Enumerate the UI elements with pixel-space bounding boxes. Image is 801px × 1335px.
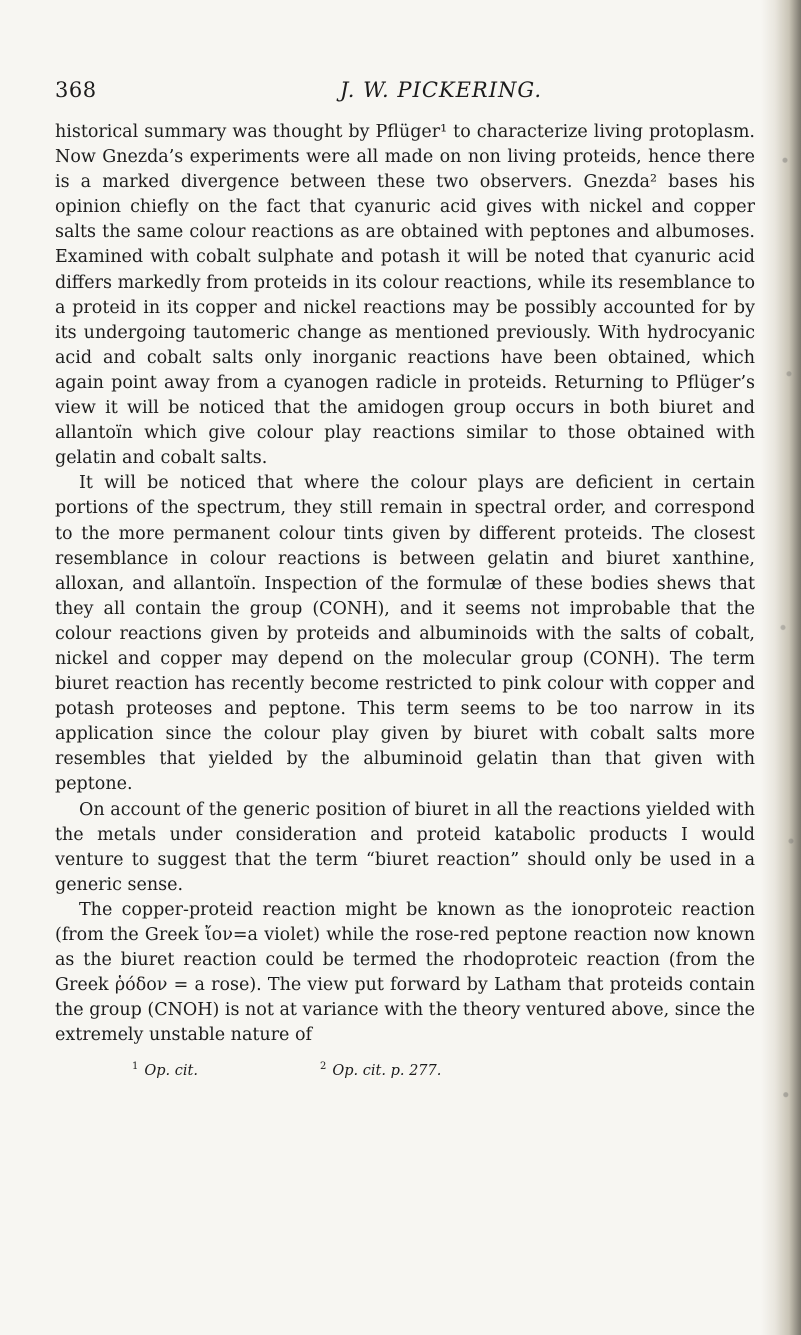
paragraph-1: historical summary was thought by Pflüger¹ to characterize living protoplasm. Now Gnezda’s experiments were all made on non living proteids, hence there is a marked divergence between these two observers. Gnezda² bases his opinion chiefly on the fact that cyanuric acid gives with nickel and copper salts the same colour reactions as are obtained with peptones and albumoses. Examined with cobalt sulphate and potash it will be noted that cyanuric acid differs markedly from proteids in its colour reactions, while its resemblance to a proteid in its copper and nickel reactions may be possibly accounted for by its undergoing tautomeric change as mentioned previously. With hydrocyanic acid and cobalt salts only inorganic reactions have been obtained, which again point away from a cyanogen radicle in proteids. Returning to Pflüger’s view it will be noticed that the amidogen group occurs in both biuret and allantoïn which give colour play reactions similar to those obtained with gelatin and cobalt salts. — [55, 122, 755, 469]
paragraph-3: On account of the generic position of biuret in all the reactions yielded with the metals under consideration and proteid katabolic products I would venture to suggest that the term “biuret reaction” should only be used in a generic sense. — [55, 799, 755, 895]
footnote-1-marker: 1 — [132, 1061, 139, 1072]
footnote-1-text: Op. cit. — [144, 1062, 198, 1079]
footnote-2-text: Op. cit. p. 277. — [332, 1062, 442, 1079]
footnote-2 — [320, 1061, 441, 1079]
page-number: 368 — [55, 78, 97, 102]
paragraph-4: The copper-proteid reaction might be known as the ionoproteic reaction (from the Greek ἴον=a violet) while the rose-red peptone reaction now known as the biuret reaction could be termed the rhodoproteic reaction (from the Greek ῥόδον = a rose). The view put forward by Latham that proteids contain the group (CNOH) is not at variance with the theory ventured above, since the extremely unstable nature of — [55, 899, 755, 1046]
page-edge-specks — [761, 0, 801, 1335]
running-head: J. W. PICKERING. — [340, 78, 543, 102]
footnote-2-marker: 2 — [320, 1061, 327, 1072]
page-header — [55, 78, 755, 108]
page-edge-shadow — [761, 0, 801, 1335]
body-text — [55, 120, 755, 1048]
paragraph-2: It will be noticed that where the colour plays are deficient in certain portions of the spectrum, they still remain in spectral order, and correspond to the more permanent colour tints given by different proteids. The closest resemblance in colour reactions is between gelatin and biuret xanthine, alloxan, and allantoïn. Inspection of the formulæ of these bodies shews that they all contain the group (CONH), and it seems not improbable that the colour reactions given by proteids and albuminoids with the salts of cobalt, nickel and copper may depend on the molecular group (CONH). The term biuret reaction has recently become restricted to pink colour with copper and potash proteoses and peptone. This term seems to be too narrow in its application since the colour play given by biuret with cobalt salts more resembles that yielded by the albuminoid gelatin than that given with peptone. — [55, 473, 755, 795]
footnote-1 — [132, 1061, 198, 1079]
